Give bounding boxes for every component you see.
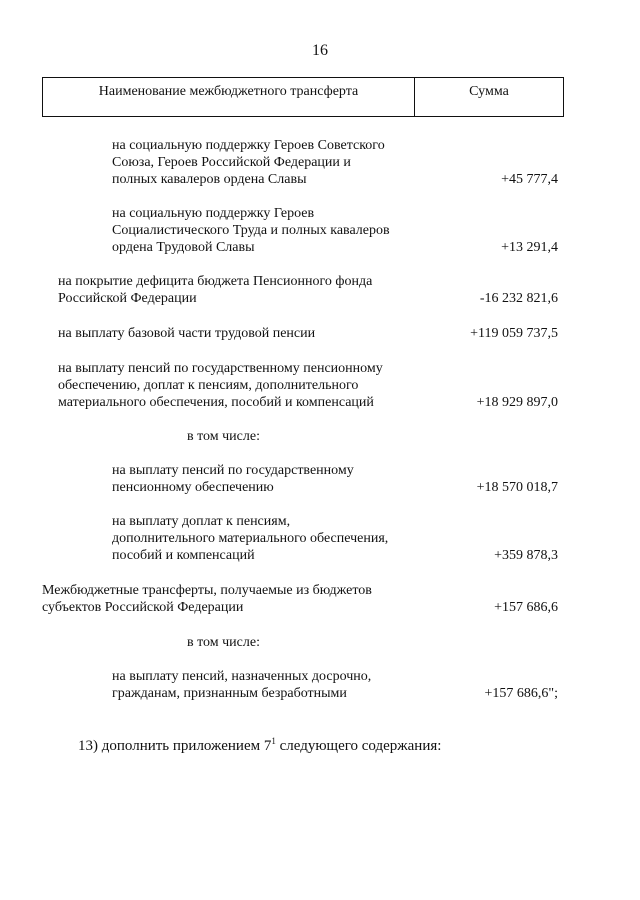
row-text-line: на выплату пенсий по государственному [112,463,354,478]
row-amount: +157 686,6 [494,600,558,615]
amendment-superscript: 1 [271,736,276,746]
row-text-line: на выплату пенсий по государственному пенсионному [58,361,383,376]
row-amount: +157 686,6"; [484,686,558,701]
row-text-line: обеспечению, доплат к пенсиям, дополнительного [58,378,359,393]
subheading-including [187,634,260,651]
row-text-line: в том числе: [187,635,260,650]
row-amount: +119 059 737,5 [470,326,558,341]
amendment-text: 13) дополнить приложением 7 [78,738,272,754]
row-amount: +18 929 897,0 [476,395,558,410]
row-amount: +45 777,4 [501,172,558,187]
row-amount: +18 570 018,7 [476,480,558,495]
row-text-line: субъектов Российской Федерации [42,600,244,615]
row-amount: +13 291,4 [501,240,558,255]
row-text-line: материального обеспечения, пособий и компенсаций [58,395,374,410]
row-amount: +359 878,3 [494,548,558,563]
row-text-line: ордена Трудовой Славы [112,240,255,255]
row-text-line: полных кавалеров ордена Славы [112,172,307,187]
amendment-text-suffix: следующего содержания: [275,738,442,754]
row-text-line: на социальную поддержку Героев [112,206,315,221]
row-amount: -16 232 821,6 [479,291,558,306]
subheading-including [187,428,260,445]
row-text-line: в том числе: [187,429,260,444]
column-header-name: Наименование межбюджетного трансферта [43,78,415,116]
row-text-line: Союза, Героев Российской Федерации и [112,155,351,170]
row-text-line: на покрытие дефицита бюджета Пенсионного фонда [58,274,373,289]
row-text-line: на социальную поддержку Героев Советского [112,138,385,153]
page-number: 16 [312,42,328,59]
row-text-line: Социалистического Труда и полных кавалеров [112,223,390,238]
row-text-line: на выплату доплат к пенсиям, [112,514,291,529]
row-text-line: гражданам, признанным безработными [112,686,347,701]
row-text-line: пособий и компенсаций [112,548,255,563]
row-text-line: Межбюджетные трансферты, получаемые из бюджетов [42,583,372,598]
row-text-line: на выплату базовой части трудовой пенсии [58,326,316,341]
row-text-line: на выплату пенсий, назначенных досрочно, [112,669,372,684]
amendment-item [78,736,441,755]
row-text-line: Российской Федерации [58,291,197,306]
row-text-line: дополнительного материального обеспечения, [112,531,389,546]
row-text-line: пенсионному обеспечению [112,480,274,495]
column-header-sum: Сумма [469,84,509,99]
table-header [42,77,564,117]
